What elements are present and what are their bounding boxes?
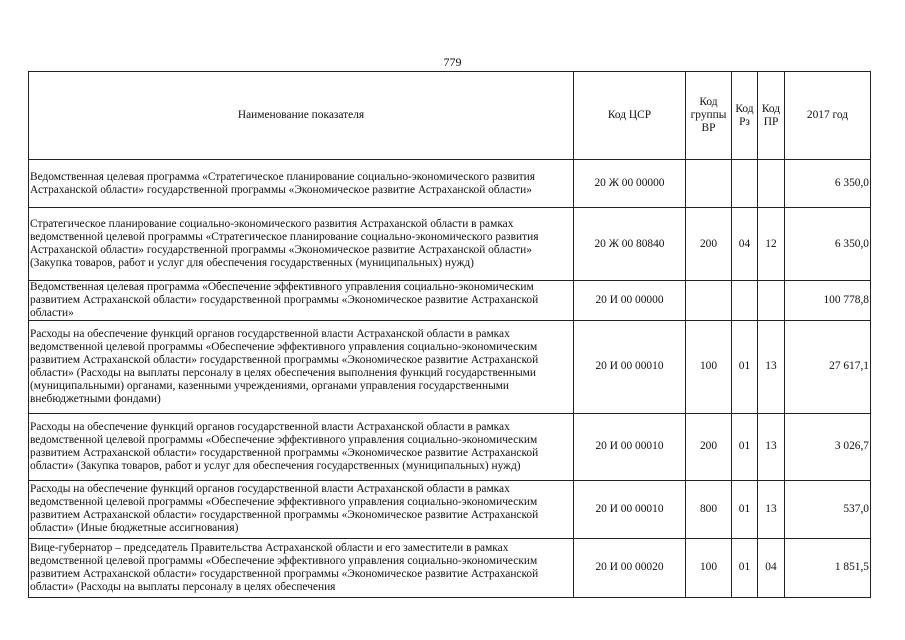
row-csr: 20 И 00 00010	[574, 480, 686, 538]
row-vr	[686, 160, 732, 208]
row-amount: 537,0	[785, 480, 871, 538]
row-vr	[686, 281, 732, 321]
table-row	[29, 480, 871, 538]
row-vr: 800	[686, 480, 732, 538]
row-amount: 1 851,5	[785, 538, 871, 597]
table-row	[29, 160, 871, 208]
budget-table	[28, 71, 871, 598]
row-rz: 01	[732, 538, 758, 597]
row-name: Расходы на обеспечение функций органов государственной власти Астраханской области в рамках ведомственной целевой программы «Обеспечение эффективного управления социально-экономическим развитием Астраханской области» государственной программы «Экономическое развитие Астраханской области» (Закупка товаров, работ и услуг для обеспечения государственных (муниципальных) нужд)	[29, 413, 574, 480]
row-amount: 3 026,7	[785, 413, 871, 480]
row-vr: 100	[686, 320, 732, 413]
row-rz: 01	[732, 320, 758, 413]
row-vr: 100	[686, 538, 732, 597]
header-year: 2017 год	[785, 72, 871, 160]
row-name: Стратегическое планирование социально-экономического развития Астраханской области в рамках ведомственной целевой программы «Стратегическое планирование социально-экономического развития Астраханской области» государственной программы «Экономическое развитие Астраханской области» (Закупка товаров, работ и услуг для обеспечения государственных (муниципальных) нужд)	[29, 208, 574, 281]
row-pr: 04	[758, 538, 785, 597]
row-amount: 27 617,1	[785, 320, 871, 413]
table-row	[29, 208, 871, 281]
row-pr	[758, 281, 785, 321]
row-rz	[732, 160, 758, 208]
row-pr: 13	[758, 320, 785, 413]
row-csr: 20 И 00 00010	[574, 413, 686, 480]
row-rz	[732, 281, 758, 321]
row-name: Расходы на обеспечение функций органов государственной власти Астраханской области в рамках ведомственной целевой программы «Обеспечение эффективного управления социально-экономическим развитием Астраханской области» государственной программы «Экономическое развитие Астраханской области» (Расходы на выплаты персоналу в целях обеспечения выполнения функций государственными (муниципальными) органами, казенными учреждениями, органами управления государственными внебюджетными фондами)	[29, 320, 574, 413]
row-amount: 6 350,0	[785, 160, 871, 208]
row-pr: 12	[758, 208, 785, 281]
row-csr: 20 И 00 00020	[574, 538, 686, 597]
table-header-row	[29, 72, 871, 160]
row-csr: 20 Ж 00 00000	[574, 160, 686, 208]
row-pr: 13	[758, 413, 785, 480]
row-vr: 200	[686, 413, 732, 480]
row-csr: 20 И 00 00010	[574, 320, 686, 413]
header-name: Наименование показателя	[29, 72, 574, 160]
row-csr: 20 Ж 00 80840	[574, 208, 686, 281]
header-pr: Код ПР	[758, 72, 785, 160]
header-vr: Код группы ВР	[686, 72, 732, 160]
row-csr: 20 И 00 00000	[574, 281, 686, 321]
row-rz: 01	[732, 480, 758, 538]
header-rz: Код Рз	[732, 72, 758, 160]
row-pr	[758, 160, 785, 208]
row-vr: 200	[686, 208, 732, 281]
row-amount: 6 350,0	[785, 208, 871, 281]
row-rz: 04	[732, 208, 758, 281]
row-amount: 100 778,8	[785, 281, 871, 321]
table-row	[29, 320, 871, 413]
page-number: 779	[443, 55, 462, 69]
table-row	[29, 281, 871, 321]
row-name: Ведомственная целевая программа «Обеспечение эффективного управления социально-экономическим развитием Астраханской области» государственной программы «Экономическое развитие Астраханской области»	[29, 281, 574, 321]
row-name: Ведомственная целевая программа «Стратегическое планирование социально-экономического развития Астраханской области» государственной программы «Экономическое развитие Астраханской области»	[29, 160, 574, 208]
row-pr: 13	[758, 480, 785, 538]
table-row	[29, 538, 871, 597]
row-name: Вице-губернатор – председатель Правительства Астраханской области и его заместители в рамках ведомственной целевой программы «Обеспечение эффективного управления социально-экономическим развитием Астраханской области» государственной программы «Экономическое развитие Астраханской области» (Расходы на выплаты персоналу в целях обеспечения	[29, 538, 574, 597]
table-row	[29, 413, 871, 480]
header-csr: Код ЦСР	[574, 72, 686, 160]
row-name: Расходы на обеспечение функций органов государственной власти Астраханской области в рамках ведомственной целевой программы «Обеспечение эффективного управления социально-экономическим развитием Астраханской области» государственной программы «Экономическое развитие Астраханской области» (Иные бюджетные ассигнования)	[29, 480, 574, 538]
row-rz: 01	[732, 413, 758, 480]
